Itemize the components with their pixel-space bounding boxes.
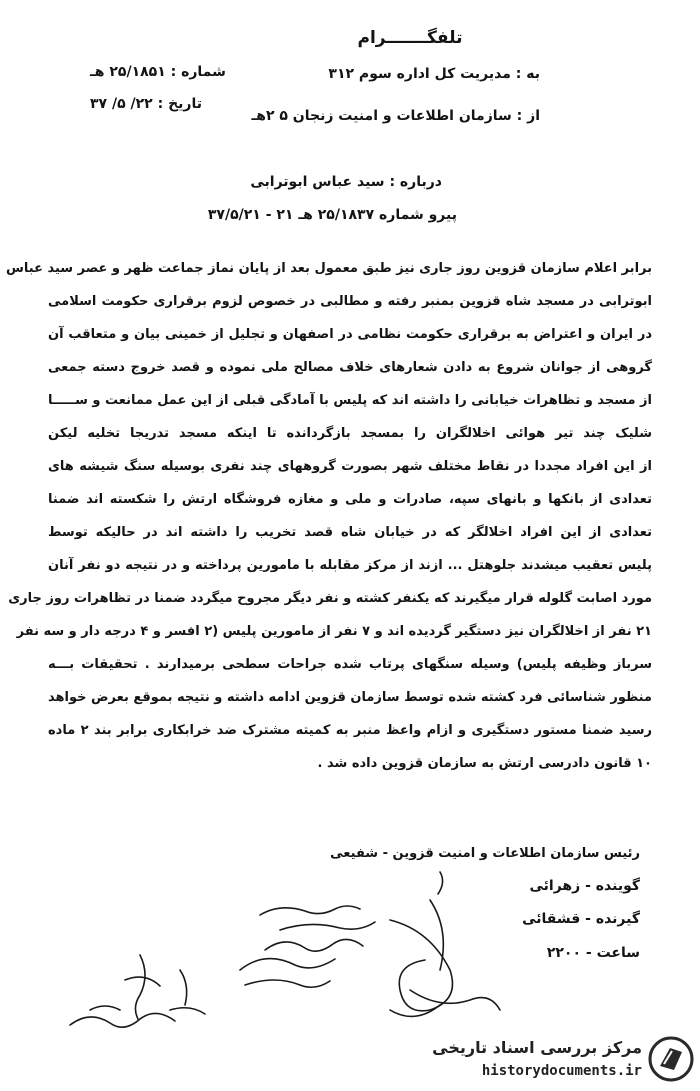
recipient-line: به : مدیریت کل اداره سوم ۳۱۲ — [328, 66, 540, 82]
archive-logo-icon — [648, 1036, 694, 1082]
body-line: منظور شناسائی فرد کشته شده توسط سازمان قزوین ادامه داشته و نتیجه بموقع بعرض خواهد — [48, 690, 652, 705]
body-line: شلیک چند تیر هوائی اخلالگران را بمسجد بازگردانده تا اینکه مسجد تدریجا تخلیه لیکن — [48, 426, 652, 441]
body-line: پلیس تعقیب میشدند جلوهتل ... ازند از مرکز مقابله با مامورین پرداخته و در نتیجه دو نفر آنان — [48, 558, 652, 573]
body-line: رسید ضمنا مستور دستگیری و ازام واعظ منبر به کمیته مشترک ضد خرابکاری برابر بند ۲ ماده — [48, 723, 652, 738]
sender-meta: گوینده - زهرائی — [529, 878, 640, 894]
time-meta: ساعت - ۲۲۰۰ — [546, 945, 640, 961]
body-line: ابوترابی در مسجد شاه قزوین بمنبر رفته و مطالبی در خصوص لزوم برقراری حکومت اسلامی — [48, 294, 652, 309]
body-line: ۱۰ قانون دادرسی ارتش به سازمان قزوین داده شد . — [317, 756, 652, 771]
receiver-meta: گیرنده - قشقائی — [522, 911, 640, 927]
body-line: گروهی از جوانان شروع به دادن شعارهای خلاف مصالح ملی نموده و قصد خروج دسته جمعی — [48, 360, 652, 375]
document-title: تلفگـــــــرام — [357, 28, 463, 48]
body-line: از مسجد و تظاهرات خیابانی را داشته اند که پلیس با آمادگی قبلی از این عمل ممانعت و ســـــا — [48, 393, 652, 408]
body-line: ۲۱ نفر از اخلالگران نیز دستگیر گردیده اند و ۷ نفر از مامورین پلیس (۲ افسر و ۴ درجه دار و سه نفر — [16, 624, 652, 639]
sender-line: از : سازمان اطلاعات و امنیت زنجان ۵ ۲هـ — [251, 108, 540, 124]
body-line: تعدادی از این افراد اخلالگر که در خیابان شاه قصد تخریب را داشته اند در حالیکه توسط — [48, 525, 652, 540]
signature-line: رئیس سازمان اطلاعات و امنیت قزوین - شفیعی — [330, 846, 640, 861]
watermark-site: historydocuments.ir — [481, 1063, 642, 1079]
watermark — [410, 1030, 700, 1091]
watermark-org: مرکز بررسی اسناد تاریخی — [432, 1038, 642, 1057]
body-line: سرباز وظیفه پلیس) وسیله سنگهای پرتاب شده جراحات سطحی برمیدارند . تحقیقات بـــه — [48, 657, 652, 672]
subject-line: درباره : سید عباس ابوترابی — [250, 174, 442, 190]
document-number: شماره : ۲۵/۱۸۵۱ هـ — [90, 64, 226, 80]
document-date: تاریخ : ۲۲/ ۵/ ۳۷ — [90, 96, 203, 112]
body-line: مورد اصابت گلوله قرار میگیرند که یکنفر کشته و نفر دیگر مجروح میگردد ضمنا در تظاهرات روز جاری — [8, 591, 652, 606]
body-line: تعدادی از بانکها و بانهای سپه، صادرات و ملی و مغازه فروشگاه ارتش را شکسته اند ضمنا — [48, 492, 652, 507]
reference-line: پیرو شماره ۲۵/۱۸۳۷ هـ ۲۱ - ۳۷/۵/۲۱ — [207, 207, 457, 223]
body-line: از این افراد مجددا در نقاط مختلف شهر بصورت گروههای چند نفری بوسیله سنگ شیشه های — [48, 459, 652, 474]
body-line: در ایران و اعتراض به برقراری حکومت نظامی در اصفهان و تجلیل از خمینی بیان و متعاقب آن — [48, 327, 652, 342]
body-line: برابر اعلام سازمان قزوین روز جاری نیز طبق معمول بعد از پایان نماز جماعت ظهر و عصر سید عباس — [5, 261, 652, 276]
